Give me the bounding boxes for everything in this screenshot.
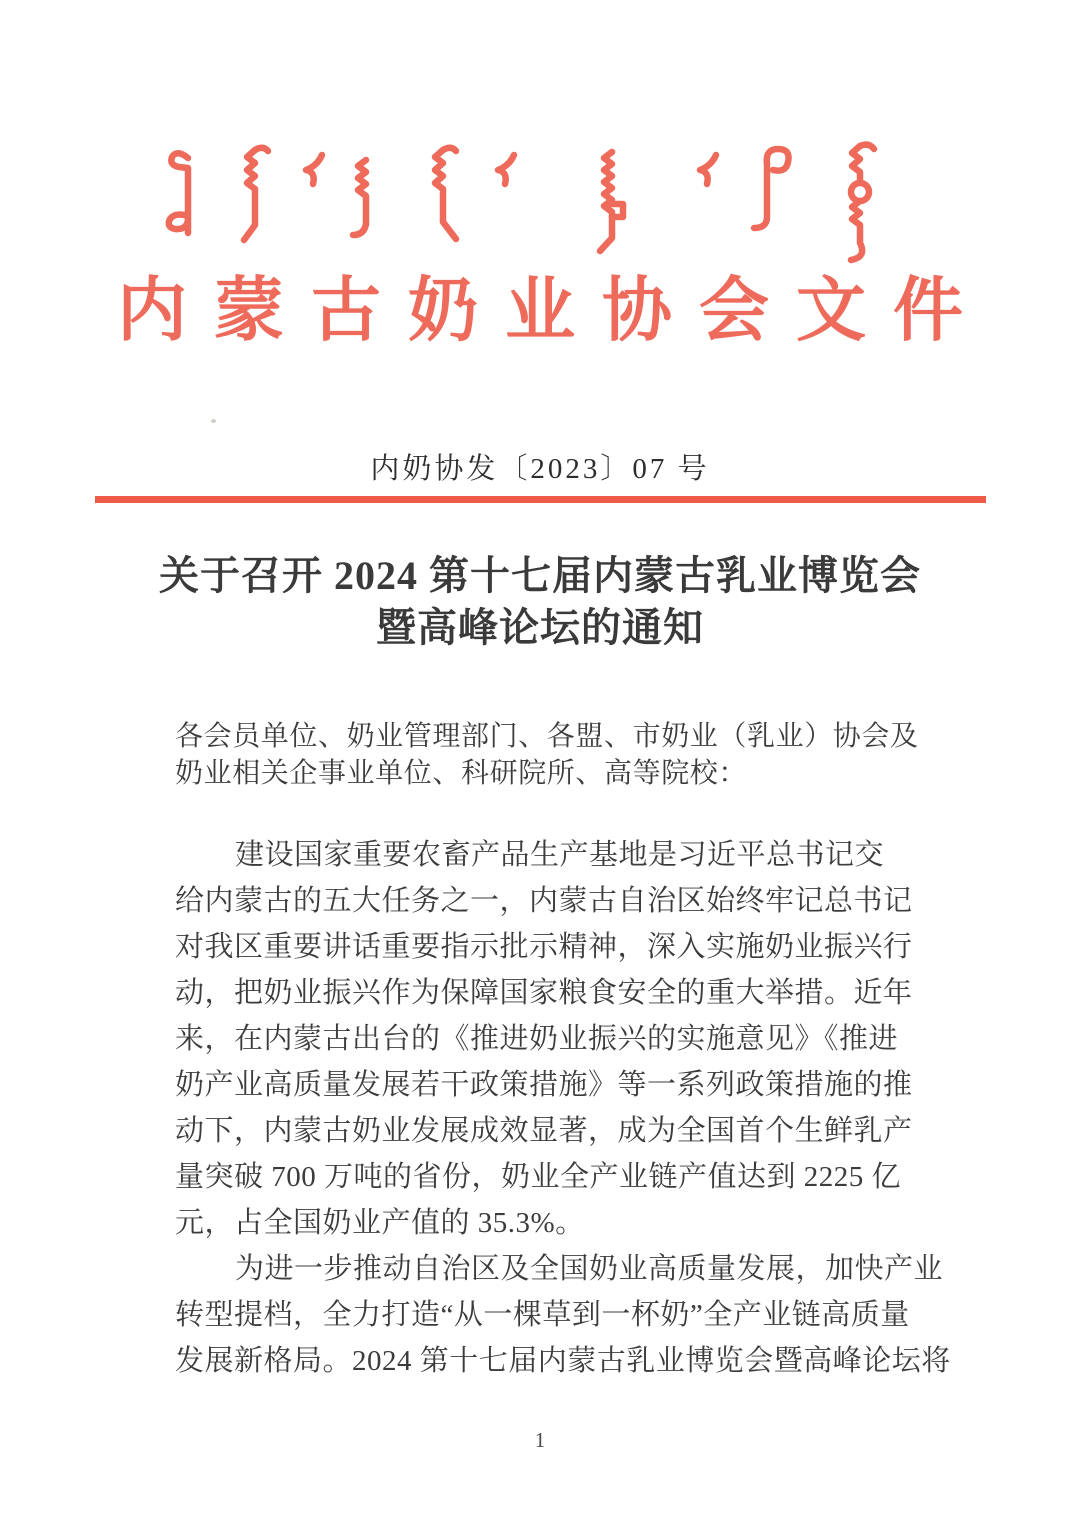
mongolian-script-banner (160, 140, 922, 266)
body-paragraph-1 (175, 832, 923, 1246)
body-paragraphs (175, 832, 951, 1384)
mongolian-script-glyphs (160, 140, 922, 266)
paragraph-line: 对我区重要讲话重要指示批示精神，深入实施奶业振兴行 (175, 931, 913, 963)
paragraph-line: 动，把奶业振兴作为保障国家粮食安全的重大举措。近年 (175, 977, 913, 1009)
paragraph-line: 给内蒙古的五大任务之一，内蒙古自治区始终牢记总书记 (175, 885, 913, 917)
org-title: 内蒙古奶业协会文件 (117, 273, 990, 350)
scan-speck (211, 419, 216, 423)
red-separator-rule (95, 496, 986, 503)
salutation (175, 718, 923, 792)
salutation-line-1: 各会员单位、奶业管理部门、各盟、市奶业（乳业）协会及 (175, 721, 919, 752)
document-title-line-2: 暨高峰论坛的通知 (376, 605, 704, 650)
page-number: 1 (534, 1428, 546, 1452)
salutation-line-2: 奶业相关企事业单位、科研院所、高等院校： (175, 758, 748, 789)
document-body (175, 718, 951, 1384)
paragraph-line: 动下，内蒙古奶业发展成效显著，成为全国首个生鲜乳产 (175, 1115, 913, 1147)
paragraph-line: 为进一步推动自治区及全国奶业高质量发展，加快产业 (235, 1253, 944, 1285)
paragraph-line: 建设国家重要农畜产品生产基地是习近平总书记交 (235, 839, 885, 871)
paragraph-line: 转型提档，全力打造“从一棵草到一杯奶”全产业链高质量 (175, 1299, 910, 1331)
body-paragraph-2 (175, 1246, 951, 1384)
paragraph-line: 量突破 700 万吨的省份，奶业全产业链产值达到 2225 亿 (175, 1161, 902, 1193)
document-title-line-1: 关于召开 2024 第十七届内蒙古乳业博览会 (159, 553, 921, 598)
document-title (0, 550, 1080, 654)
doc-number: 内奶协发〔2023〕07 号 (370, 453, 710, 485)
paragraph-line: 元，占全国奶业产值的 35.3%。 (175, 1207, 585, 1239)
paragraph-line: 奶产业高质量发展若干政策措施》等一系列政策措施的推 (175, 1069, 913, 1101)
paragraph-line: 发展新格局。2024 第十七届内蒙古乳业博览会暨高峰论坛将 (175, 1345, 951, 1377)
paragraph-line: 来，在内蒙古出台的《推进奶业振兴的实施意见》《推进 (175, 1023, 899, 1055)
